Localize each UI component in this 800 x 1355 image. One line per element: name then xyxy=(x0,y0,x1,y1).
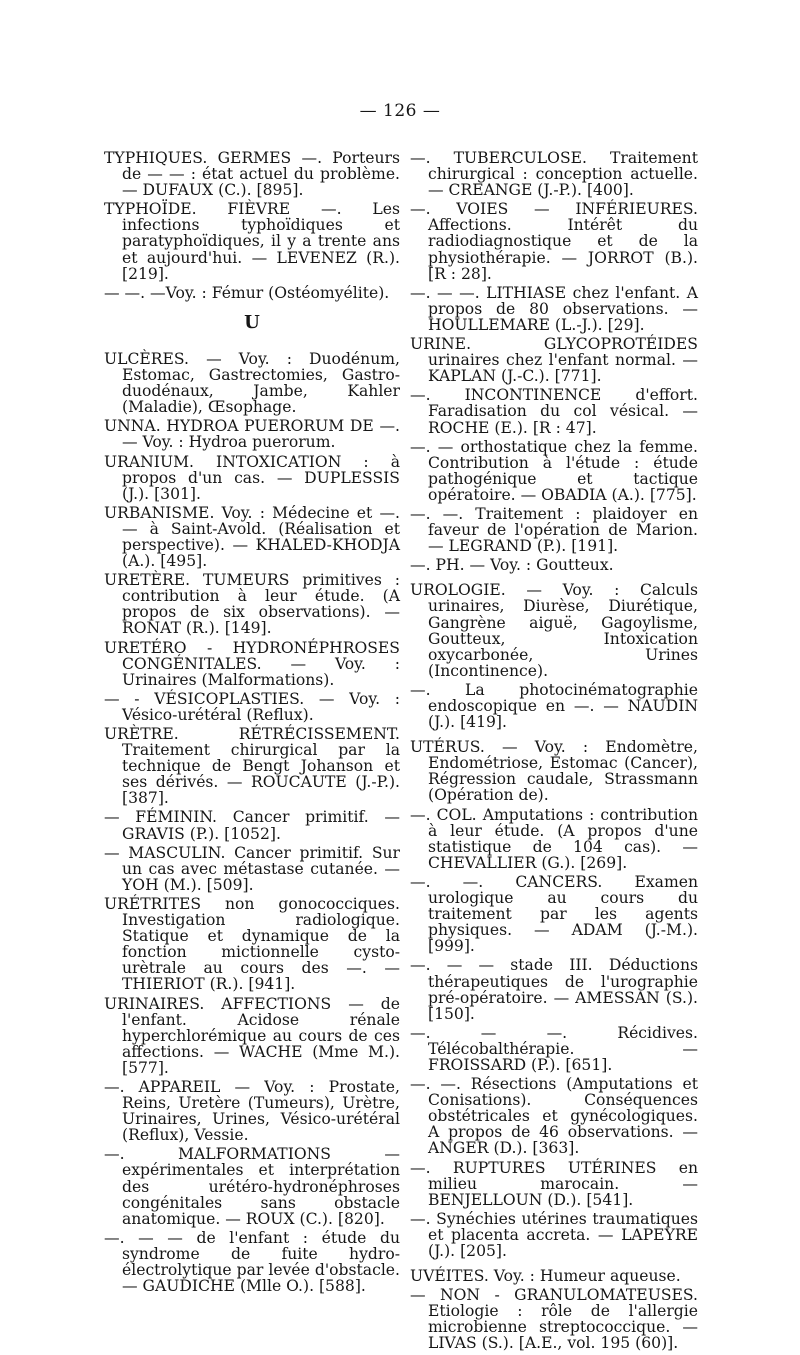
index-entry: —. —. Traitement : plaidoyer en faveur de l'opération de Marion. — LEGRAND (P.). [191]. xyxy=(410,504,698,556)
index-entry: —. La photocinématographie endoscopique en —. — NAUDIN (J.). [419]. xyxy=(410,680,698,732)
index-entry: — —. —Voy. : Fémur (Ostéomyélite). xyxy=(104,283,390,302)
index-entry: — FÉMININ. Cancer primitif. — GRAVIS (P.). [1052]. xyxy=(104,808,400,843)
index-entry: —. INCONTINENCE d'effort. Faradisation du col vésical. — ROCHE (E.). [R : 47]. xyxy=(410,386,698,437)
index-entry: UNNA. HYDROA PUERORUM DE —. — Voy. : Hydroa puerorum. xyxy=(104,417,400,452)
index-entry: —. APPAREIL — Voy. : Prostate, Reins, Uretère (Tumeurs), Urètre, Urinaires, Urines, Vésico-urétéral (Reflux), Vessie. xyxy=(104,1077,400,1145)
index-entry: TYPHIQUES. GERMES —. Porteurs de — — : état actuel du problème. — DUFAUX (C.). [895]. xyxy=(104,149,400,200)
index-entry: URINAIRES. AFFECTIONS — de l'enfant. Acidose rénale hyperchlorémique au cours de ces affections. — WACHE (Mme M.). [577]. xyxy=(104,994,400,1077)
index-entry: TYPHOÏDE. FIÈVRE —. Les infections typhoïdiques et paratyphoïdiques, il y a trente ans et aujourd'hui. — LEVENEZ (R.). [219]. xyxy=(104,200,400,283)
index-entry: —. RUPTURES UTÉRINES en milieu marocain. — BENJELLOUN (D.). [541]. xyxy=(410,1158,698,1209)
index-entry: URBANISME. Voy. : Médecine et —. — à Saint-Avold. (Réalisation et perspective). — KHALED-KHODJA (A.). [495]. xyxy=(104,503,400,571)
index-entry: —. — —. Récidives. Télécobalthérapie. — FROISSARD (P.). [651]. xyxy=(410,1023,698,1074)
index-entry: —. TUBERCULOSE. Traitement chirurgical : conception actuelle. — CREANGE (J.-P.). [400]. xyxy=(410,149,698,200)
index-entry: UTÉRUS. — Voy. : Endomètre, Endométriose, Estomac (Cancer), Régression caudale, Strassmann (Opération de). xyxy=(410,738,698,805)
index-entry: UVÉITES. Voy. : Humeur aqueuse. xyxy=(410,1267,681,1286)
index-entry: — MASCULIN. Cancer primitif. Sur un cas avec métastase cutanée. — YOH (M.). [509]. xyxy=(104,843,400,894)
index-entry: —. —. Résections (Amputations et Conisations). Conséquences obstétricales et gynécologiques. A propos de 46 observations. — ANGER (D.). [363]. xyxy=(410,1075,698,1158)
section-letter: U xyxy=(244,311,260,333)
right-column xyxy=(410,150,698,1355)
index-entry: ULCÈRES. — Voy. : Duodénum, Estomac, Gastrectomies, Gastro-duodénaux, Jambe, Kahler (Maladie), Œsophage. xyxy=(104,349,400,417)
index-entry: —. VOIES — INFÉRIEURES. Affections. Intérêt du radiodiagnostique et de la physiothérapie. — JORROT (B.). [R : 28]. xyxy=(410,200,698,283)
index-entry: — - VÉSICOPLASTIES. — Voy. : Vésico-urétéral (Reflux). xyxy=(104,689,400,724)
index-entry: —. — —. LITHIASE chez l'enfant. A propos de 80 observations. — HOULLEMARE (L.-J.). [29]. xyxy=(410,283,698,334)
index-entry: URINE. GLYCOPROTÉIDES urinaires chez l'enfant normal. — KAPLAN (J.-C.). [771]. xyxy=(410,335,698,386)
index-entry: URETÉRO - HYDRONÉPHROSES CONGÉNITALES. — Voy. : Urinaires (Malformations). xyxy=(104,638,400,689)
left-column xyxy=(104,150,400,1297)
index-entry: URANIUM. INTOXICATION : à propos d'un cas. — DUPLESSIS (J.). [301]. xyxy=(104,452,400,503)
index-entry: —. MALFORMATIONS — expérimentales et interprétation des urétéro-hydronéphroses congénitales sans obstacle anatomique. — ROUX (C.). [820]. xyxy=(104,1145,400,1228)
index-entry: —. — — stade III. Déductions thérapeutiques de l'urographie pré-opératoire. — AMESSAN (S.). [150]. xyxy=(410,956,698,1023)
index-entry: — NON - GRANULOMATEUSES. Etiologie : rôle de l'allergie microbienne streptococcique. — LIVAS (S.). [A.E., vol. 195 (60)]. xyxy=(410,1286,698,1353)
index-entry: —. COL. Amputations : contribution à leur étude. (A propos d'une statistique de 104 cas). — CHEVALLIER (G.). [269]. xyxy=(410,805,698,872)
index-entry: —. PH. — Voy. : Goutteux. xyxy=(410,556,614,575)
index-entry: URETÈRE. TUMEURS primitives : contribution à leur étude. (A propos de six observations). — RONAT (R.). [149]. xyxy=(104,571,400,638)
index-entry: —. — — de l'enfant : étude du syndrome de fuite hydro-électrolytique par levée d'obstacle. — GAUDICHE (Mlle O.). [588]. xyxy=(104,1228,400,1296)
index-entry: —. —. CANCERS. Examen urologique au cours du traitement par les agents physiques. — ADAM (J.-M.). [999]. xyxy=(410,872,698,956)
index-entry: —. — orthostatique chez la femme. Contribution à l'étude : étude pathogénique et tactique opératoire. — OBADIA (A.). [775]. xyxy=(410,437,698,504)
index-entry: URÉTRITES non gonococciques. Investigation radiologique. Statique et dynamique de la fonction mictionnelle cysto-urètrale au cours des —. — THIERIOT (R.). [941]. xyxy=(104,894,400,994)
index-entry: URÈTRE. RÉTRÉCISSEMENT. Traitement chirurgical par la technique de Bengt Johanson et ses dérivés. — ROUCAUTE (J.-P.). [387]. xyxy=(104,725,400,808)
page-number: — 126 — xyxy=(359,101,441,121)
index-entry: UROLOGIE. — Voy. : Calculs urinaires, Diurèse, Diurétique, Gangrène aiguë, Gagoylisme, Goutteux, Intoxication oxycarbonée, Urines (Incontinence). xyxy=(410,581,698,680)
index-entry: —. Synéchies utérines traumatiques et placenta accreta. — LAPEYRE (J.). [205]. xyxy=(410,1209,698,1260)
